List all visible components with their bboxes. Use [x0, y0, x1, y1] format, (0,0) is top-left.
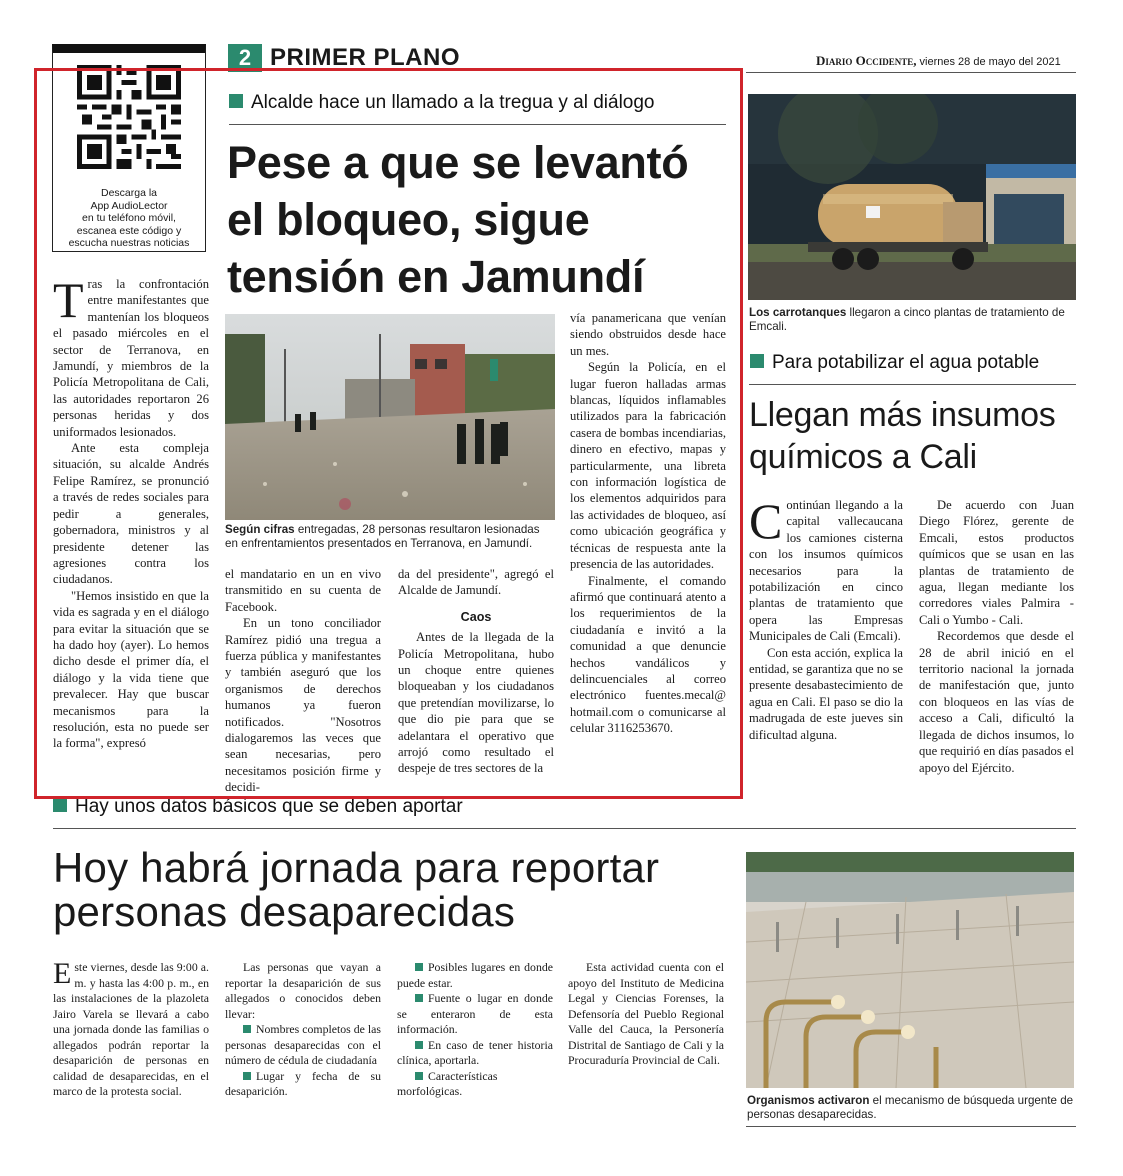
section-title: PRIMER PLANO — [270, 44, 461, 71]
main-photo — [225, 314, 555, 520]
bottom-dropcap: E — [53, 957, 72, 990]
qr-line-5: escucha nuestras noticias — [68, 237, 190, 250]
bullet-square-icon — [415, 963, 423, 971]
page-number: 2 — [238, 45, 252, 70]
qr-instructions — [53, 187, 205, 250]
tanker-photo-caption — [749, 306, 1077, 334]
right-headline: Llegan más insumos químicos a Cali — [749, 396, 1056, 476]
main-col-1 — [53, 272, 209, 752]
bottom-col-4 — [568, 960, 724, 1069]
main-col-4 — [570, 310, 726, 737]
main-col3-para2: Antes de la llegada de la Policía Metropolitana, hubo un choque entre quienes bloqueaban y los ciudadanos que pretendían movilizarse, lo que dio pie para que se adelantara el operativo que arrojó como resultado el despeje de tres sectores de la — [398, 630, 554, 776]
main-photo-caption — [225, 523, 555, 551]
main-kicker-text: Alcalde hace un llamado a la tregua y al diálogo — [251, 92, 655, 113]
kicker-square-icon — [53, 798, 67, 812]
main-col4-para2: Según la Policía, en el lugar fueron halladas armas blancas, líquidos inflamables utilizados para la fabricación casera de bombas incendiarias, dinero en efectivo, mapas y particularmente, una libreta con información logística de los elementos adquiridos para las actividades de bloqueo, así como ubicación geográfica y técnicas de respuesta ante la presencia de las autoridades. — [570, 360, 726, 572]
right-kicker-rule — [749, 384, 1076, 385]
paper-name: Diario Occidente, — [816, 53, 917, 68]
bottom-bullet-3: Posibles lugares en donde puede estar. — [397, 960, 553, 990]
main-col1-para2: Ante esta compleja situación, su alcalde Andrés Felipe Ramírez, se pronunció a través de redes sociales para pedir a generales, gobernadora, ministros y al presidente detener las agresiones contra los ciudadanos. — [53, 441, 209, 587]
right-dropcap: C — [749, 493, 783, 549]
main-col2-para1: el mandatario en un en vivo transmitido en su cuenta de Facebook. — [225, 567, 381, 614]
masthead-rule — [746, 72, 1076, 73]
bottom-headline-line-1: Hoy habrá jornada para reportar — [53, 844, 660, 891]
right-col1-para2: Con esta acción, explica la entidad, se garantiza que no se presente desabastecimiento de agua en Cali. El paso se dio la madrugada de este jueves sin dificultad alguna. — [749, 645, 903, 742]
plaza-caption-bold: Organismos activaron — [747, 1094, 870, 1107]
main-col3-subhead: Caos — [460, 609, 492, 624]
masthead-dateline — [816, 53, 1061, 69]
qr-line-1: Descarga la — [100, 187, 158, 199]
tanker-caption-bold: Los carrotanques — [749, 306, 847, 319]
right-col-2 — [919, 497, 1074, 776]
main-kicker-rule — [229, 124, 726, 125]
main-col4-para1: vía panamericana que venían siendo obstruidos desde hace un mes. — [570, 311, 726, 358]
qr-code-icon[interactable] — [77, 65, 181, 169]
main-col1-para1: Tras la confrontación entre manifestantes que mantenían los bloqueos el pasado miércoles en el sector de Terranova, en Jamundí, y miembros de la Policía Metropolitana de Cali, las autoridades reportaron 26 personas heridas y dos uniformados lesionados. — [53, 272, 209, 439]
main-caption-text: entregadas, 28 personas resultaron lesionadas en enfrentamientos presentados en Terranova, en Jamundí. — [225, 523, 540, 550]
bottom-bullet-5: En caso de tener historia clínica, aportarla. — [397, 1037, 553, 1067]
main-col-2 — [225, 566, 381, 796]
main-col1-para3: "Hemos insistido en que la vida es sagrada y en el diálogo para evitar la situación que se ha dado hoy (ayer). Lo hemos dicho desde el primer día, el diálogo y la vida tiene que prevalecer. Hay que buscar mecanismos para la resolución, esta no puede ser la forma", expresó — [53, 588, 209, 751]
bullet-square-icon — [415, 1041, 423, 1049]
issue-date: viernes 28 de mayo del 2021 — [919, 56, 1061, 68]
qr-line-4: escanea este código y — [76, 224, 182, 237]
bottom-col2-para1: Las personas que vayan a reportar la desaparición de sus allegados o conocidos deben llevar: — [225, 960, 381, 1021]
bottom-kicker — [53, 796, 463, 818]
main-col-3 — [398, 566, 554, 777]
main-dropcap: T — [53, 272, 84, 328]
bottom-headline-line-2: personas desaparecidas — [53, 888, 516, 935]
qr-box — [52, 44, 206, 252]
bottom-headline — [53, 846, 733, 934]
bullet-square-icon — [415, 1072, 423, 1080]
bullet-square-icon — [243, 1072, 251, 1080]
tanker-photo — [748, 94, 1076, 300]
right-kicker-text: Para potabilizar el agua potable — [772, 352, 1040, 373]
bottom-col-2 — [225, 960, 381, 1100]
bullet-square-icon — [415, 994, 423, 1002]
right-col2-para2: Recordemos que desde el 28 de abril inició en el territorio nacional la jornada de manifestación que, junto con bloqueos en las vías de acceso a Cali, dificultó la llegada de dichos insumos, lo que requirió en días pasados el apoyo del Ejército. — [919, 629, 1074, 775]
kicker-square-icon — [229, 94, 243, 108]
main-col4-para3: Finalmente, el comando afirmó que continuará atento a los requerimientos de la ciudadanía e invitó a la comunidad a que denuncie hechos vandálicos y delincuenciales al correo electrónico fuentes.mecal@ hotmail.com o comunicarse al celular 3116253670. — [570, 573, 726, 736]
bottom-kicker-rule — [53, 828, 1076, 829]
page-number-badge — [228, 44, 262, 72]
bullet-square-icon — [243, 1025, 251, 1033]
bottom-col-1 — [53, 957, 209, 1100]
bottom-bullet-1: Nombres completos de las personas desaparecidas con el número de cédula de ciudadanía — [225, 1022, 381, 1067]
bottom-col1-para1: Este viernes, desde las 9:00 a. m. y hasta las 4:00 p. m., en las instalaciones de la plazoleta Jairo Varela se llevará a cabo una jornada donde las familias o allegados podrán reportar la desaparición de personas en calidad de desaparecidas, en el marco de la protesta social. — [53, 957, 209, 1098]
bottom-bullet-4: Fuente o lugar en donde se enteraron de esta información. — [397, 991, 553, 1036]
main-col2-para2: En un tono conciliador Ramírez pidió una tregua a fuerza pública y manifestantes y también aseguró que los organismos de derechos humanos ya fueron notificados. "Nosotros dialogaremos las veces que sean necesarias, pero necesitamos posición firme y decidi- — [225, 616, 381, 795]
right-kicker — [750, 352, 1039, 374]
bottom-kicker-text: Hay unos datos básicos que se deben aportar — [75, 796, 463, 817]
main-kicker — [229, 92, 655, 114]
bottom-col-3 — [397, 960, 553, 1100]
plaza-photo — [746, 852, 1074, 1088]
bottom-bullet-6: Características morfológicas. — [397, 1068, 498, 1098]
right-col-1 — [749, 493, 903, 743]
tanker-caption-text: llegaron a cinco plantas de tratamiento de Emcali. — [749, 306, 1065, 333]
bottom-bullet-2: Lugar y fecha de su desaparición. — [225, 1068, 381, 1098]
qr-line-3: en tu teléfono móvil, — [82, 212, 176, 225]
plaza-caption-text: el mecanismo de búsqueda urgente de personas desaparecidas. — [747, 1094, 1074, 1121]
main-col3-para1: da del presidente", agregó el Alcalde de Jamundí. — [398, 567, 554, 598]
plaza-photo-caption — [747, 1094, 1075, 1122]
right-col2-para1: De acuerdo con Juan Diego Flórez, gerente de Emcali, estos productos químicos que se usan en las plantas de tratamiento de agua, llegan mediante los corredores viales Palmira - Cali o Yumbo - Cali. — [919, 498, 1074, 627]
bottom-col4-para1: Esta actividad cuenta con el apoyo del Instituto de Medicina Legal y Ciencias Forenses, la Defensoría del Pueblo Regional Valle del Cauca, la Personería Distrital de Santiago de Cali y la Procuraduría Provincial de Cali. — [568, 960, 724, 1067]
bottom-page-rule — [746, 1126, 1076, 1127]
kicker-square-icon — [750, 354, 764, 368]
main-caption-bold: Según cifras — [225, 523, 295, 536]
right-col1-para1: Continúan llegando a la capital vallecaucana los camiones cisterna con los insumos químicos necesarios para la potabilización en cinco plantas de tratamiento que opera las Empresas Municipales de Cali (Emcali). — [749, 493, 903, 644]
qr-line-2: App AudioLector — [90, 199, 168, 212]
main-headline: Pese a que se levantó el bloqueo, sigue tensión en Jamundí — [227, 137, 689, 302]
